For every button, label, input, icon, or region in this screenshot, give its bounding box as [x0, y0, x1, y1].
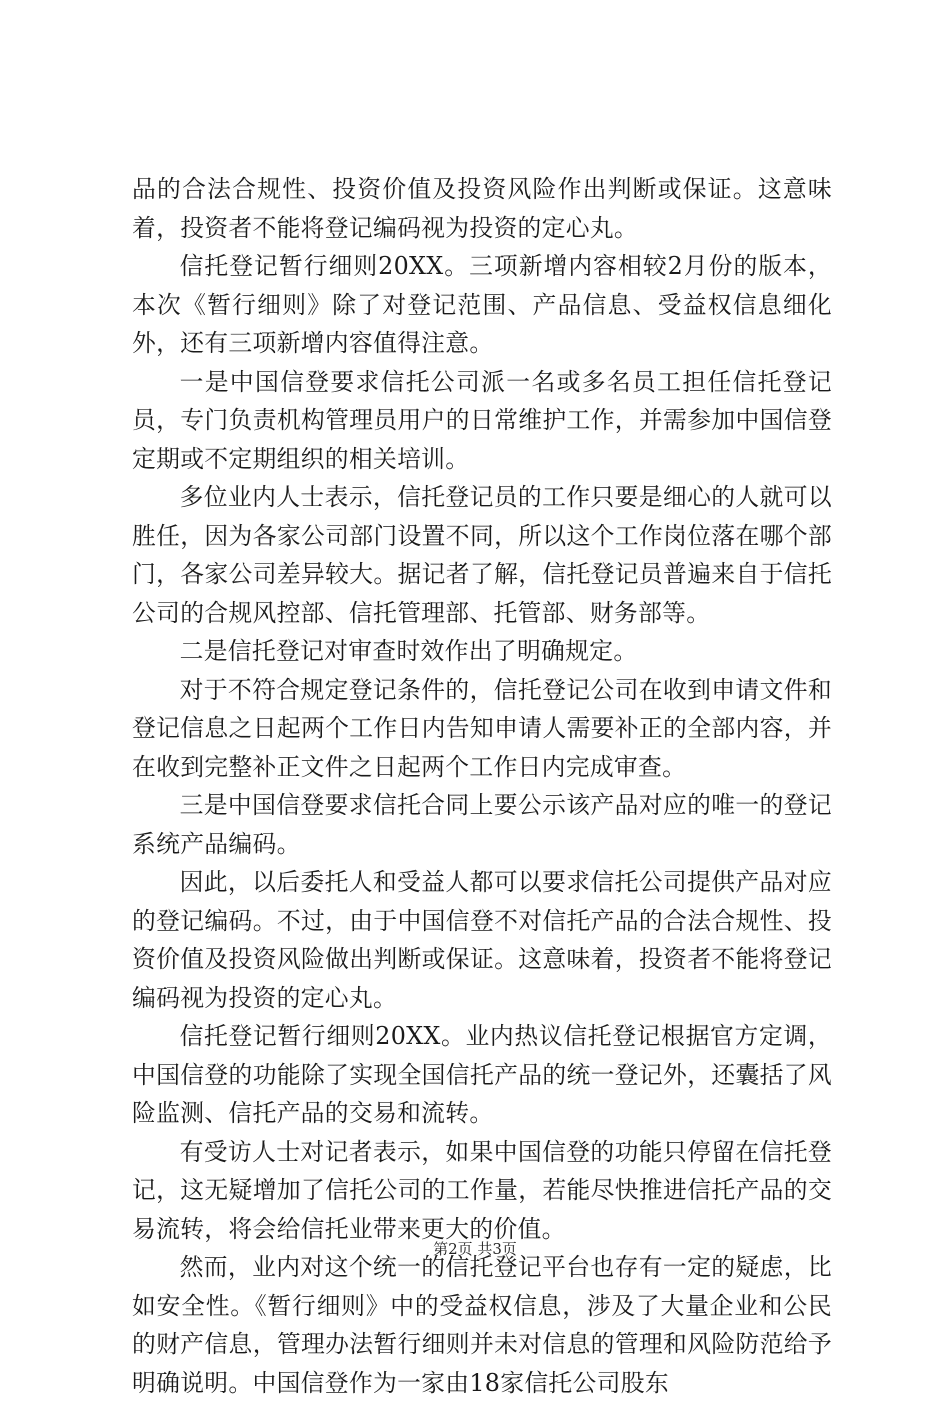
- paragraph: 多位业内人士表示，信托登记员的工作只要是细心的人就可以胜任，因为各家公司部门设置不同，所以这个工作岗位落在哪个部门，各家公司差异较大。据记者了解，信托登记员普遍来自于信托公司的合规风控部、信托管理部、托管部、财务部等。: [132, 483, 832, 627]
- paragraph: 信托登记暂行细则20XX。三项新增内容相较2月份的版本，本次《暂行细则》除了对登记范围、产品信息、受益权信息细化外，还有三项新增内容值得注意。: [132, 252, 832, 357]
- paragraph: 对于不符合规定登记条件的，信托登记公司在收到申请文件和登记信息之日起两个工作日内告知申请人需要补正的全部内容，并在收到完整补正文件之日起两个工作日内完成审查。: [132, 675, 832, 781]
- paragraph: 信托登记暂行细则20XX。业内热议信托登记根据官方定调，中国信登的功能除了实现全国信托产品的统一登记外，还囊括了风险监测、信托产品的交易和流转。: [132, 1022, 832, 1127]
- document-body: [132, 170, 832, 1402]
- paragraph: 三是中国信登要求信托合同上要公示该产品对应的唯一的登记系统产品编码。: [132, 791, 832, 858]
- paragraph: 然而，业内对这个统一的信托登记平台也存有一定的疑虑，比如安全性。《暂行细则》中的受益权信息，涉及了大量企业和公民的财产信息，管理办法暂行细则并未对信息的管理和风险防范给予明确说明。中国信登作为一家由18家信托公司股东: [132, 1253, 832, 1397]
- page-number-footer: 第2页 共3页: [433, 1240, 517, 1258]
- paragraph: 有受访人士对记者表示，如果中国信登的功能只停留在信托登记，这无疑增加了信托公司的工作量，若能尽快推进信托产品的交易流转，将会给信托业带来更大的价值。: [132, 1137, 832, 1243]
- paragraph: 一是中国信登要求信托公司派一名或多名员工担任信托登记员，专门负责机构管理员用户的日常维护工作，并需参加中国信登定期或不定期组织的相关培训。: [132, 367, 832, 473]
- paragraph: 品的合法合规性、投资价值及投资风险作出判断或保证。这意味着，投资者不能将登记编码视为投资的定心丸。: [132, 175, 832, 242]
- paragraph: 二是信托登记对审查时效作出了明确规定。: [179, 637, 638, 665]
- paragraph: 因此，以后委托人和受益人都可以要求信托公司提供产品对应的登记编码。不过，由于中国信登不对信托产品的合法合规性、投资价值及投资风险做出判断或保证。这意味着，投资者不能将登记编码视为投资的定心丸。: [132, 868, 832, 1012]
